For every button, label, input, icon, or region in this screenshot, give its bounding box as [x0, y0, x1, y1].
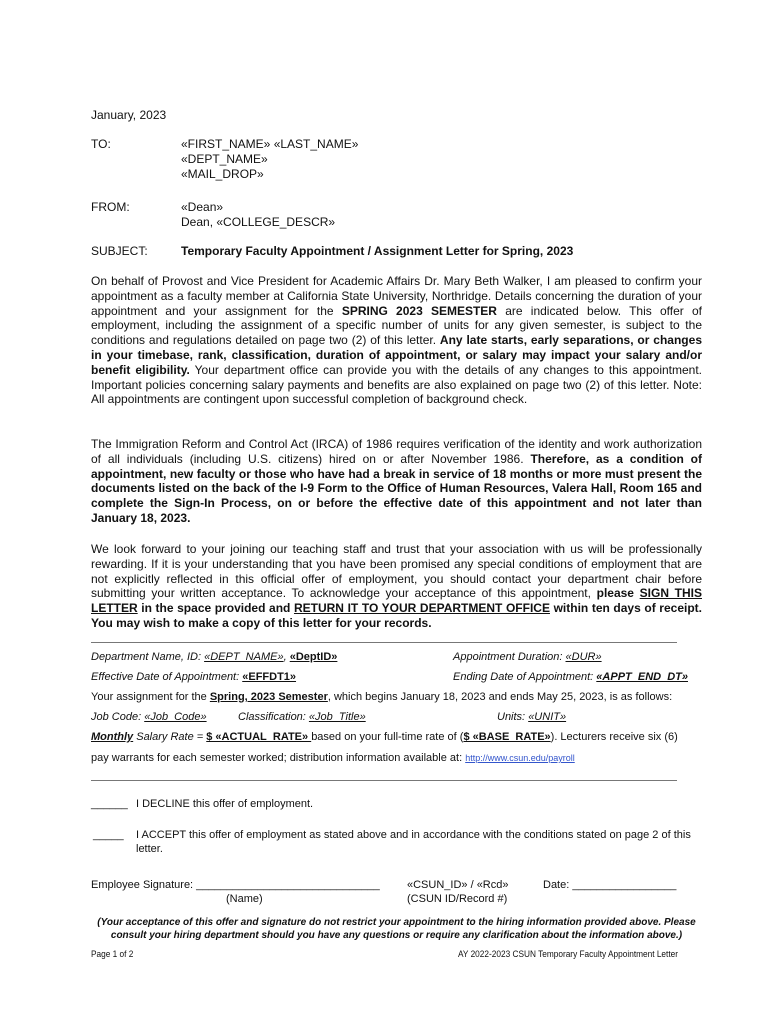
- p3-return-office: RETURN IT TO YOUR DEPARTMENT OFFICE: [293, 601, 550, 616]
- paragraph-appointment: [91, 274, 702, 407]
- assignment-text-c: , which begins January 18, 2023 and ends May 25, 2023, is as follows:: [327, 691, 673, 703]
- from-line-2: Dean, «COLLEGE_DESCR»: [181, 215, 336, 229]
- salary-line: [91, 730, 702, 744]
- units-field: [497, 710, 566, 724]
- p2-condition: Therefore, as a condition of appointment, new faculty or those who have had a break in service of 18 months or more must present the documents listed on the back of the I-9 Form to the Office of Human Resources, Valera Hall, Room 165 and complete the Sign-In Process, on or before the effective date of this appointment and not later than January 18, 2023.: [91, 451, 702, 525]
- p1-text-e: Your department office can provide you with the details of any changes to this appointment. Important policies concerning salary payments and benefits are also explained on page two (2) of this letter. Note: All appointments are contingent upon successful completion of background check.: [91, 362, 702, 407]
- footer-title: AY 2022-2023 CSUN Temporary Faculty Appointment Letter: [458, 949, 679, 959]
- dept-label: Department Name, ID:: [91, 651, 205, 663]
- paragraph-acceptance: [91, 542, 702, 631]
- p2-text-a: The Immigration Reform and Control Act (IRCA) of 1986 requires verification of the identity and work authorization of all individuals (including U.S. citizens) hired on or after November 1986.: [91, 437, 702, 466]
- job-code-value: «Job_Code»: [144, 711, 207, 723]
- dept-value: «DEPT_NAME»: [204, 651, 284, 663]
- dept-separator: ,: [283, 651, 290, 663]
- p3-please: please: [596, 586, 640, 601]
- from-label: FROM:: [91, 200, 130, 214]
- p1-text-c: are indicated below. This offer of employment, including the assignment of a specific number of units for any given semester, is subject to the conditions and regulations detailed on page two (2) of this letter.: [91, 303, 702, 348]
- effective-date-field: [91, 670, 296, 684]
- p1-semester: SPRING 2023 SEMESTER: [341, 303, 497, 318]
- to-label: TO:: [91, 137, 111, 151]
- salary-monthly: Monthly: [91, 731, 134, 743]
- ending-date-label: Ending Date of Appointment:: [453, 671, 597, 683]
- p1-warning: Any late starts, early separations, or changes in your timebase, rank, classification, duration of appointment, or salary may impact your salary and/or benefit eligibility.: [91, 333, 702, 377]
- classification-field: [238, 710, 366, 724]
- pay-warrants-line: [91, 751, 575, 765]
- accept-blank[interactable]: _____: [93, 829, 124, 841]
- signature-line[interactable]: ______________________________: [196, 879, 380, 891]
- decline-blank[interactable]: ______: [91, 798, 128, 810]
- salary-text-f: ). Lecturers receive six (6): [550, 731, 678, 743]
- payroll-link[interactable]: http://www.csun.edu/payroll: [465, 753, 575, 763]
- subject-text: Temporary Faculty Appointment / Assignment Letter for Spring, 2023: [181, 244, 574, 258]
- units-label: Units:: [497, 711, 529, 723]
- signature-name-caption: (Name): [226, 893, 263, 905]
- from-line-1: «Dean»: [181, 200, 224, 214]
- date-field: [543, 878, 676, 892]
- assignment-text-a: Your assignment for the: [91, 691, 210, 703]
- signature-field: [91, 878, 380, 892]
- units-value: «UNIT»: [528, 711, 567, 723]
- letter-date: January, 2023: [91, 108, 167, 122]
- csun-id-value: «CSUN_ID» / «Rcd»: [407, 879, 509, 891]
- signature-label: Employee Signature:: [91, 879, 197, 891]
- classification-label: Classification:: [238, 711, 309, 723]
- salary-label: Salary Rate =: [133, 731, 207, 743]
- p3-text-d: in the space provided and: [137, 601, 294, 616]
- salary-base-rate: $ «BASE_RATE»: [463, 731, 551, 743]
- ending-date-value: «APPT_END_DT»: [596, 671, 688, 683]
- footer-page-number: Page 1 of 2: [91, 949, 134, 959]
- to-line-2: «DEPT_NAME»: [181, 152, 268, 166]
- to-line-1: «FIRST_NAME» «LAST_NAME»: [181, 137, 359, 151]
- duration-label: Appointment Duration:: [453, 651, 566, 663]
- job-code-label: Job Code:: [91, 711, 145, 723]
- classification-value: «Job_Title»: [308, 711, 366, 723]
- ending-date-field: [453, 670, 688, 684]
- date-line[interactable]: _________________: [572, 879, 677, 891]
- to-line-3: «MAIL_DROP»: [181, 167, 264, 181]
- p3-sign-letter: SIGN THIS LETTER: [91, 586, 702, 616]
- acceptance-notice: (Your acceptance of this offer and signature do not restrict your appointment to the hiring information provided above. Please consult your hiring department should you have any questions or require any clarification about the information above.): [97, 917, 696, 941]
- dept-field: [91, 650, 337, 664]
- date-label: Date:: [543, 879, 573, 891]
- decline-text: I DECLINE this offer of employment.: [136, 798, 314, 810]
- dept-id-value: «DeptID»: [289, 651, 338, 663]
- p3-text-a: We look forward to your joining our teaching staff and trust that your association with us will be professionally rewarding. If it is your understanding that you have been promised any special conditions of employment that are not explicitly reflected in this official offer of employment, you should contact your department chair before submitting your written acceptance. To acknowledge your acceptance of this appointment,: [91, 542, 702, 601]
- assignment-semester: Spring, 2023 Semester: [209, 691, 328, 703]
- pay-warrants-text: pay warrants for each semester worked; distribution information available at:: [91, 752, 466, 764]
- assignment-line: [91, 690, 672, 704]
- salary-actual-rate: $ «ACTUAL_RATE»: [206, 731, 312, 743]
- separator-line-2: [91, 780, 677, 781]
- duration-value: «DUR»: [565, 651, 602, 663]
- p3-text-f: within ten days of receipt. You may wish to make a copy of this letter for your records.: [91, 601, 702, 630]
- p1-text-a: On behalf of Provost and Vice President for Academic Affairs Dr. Mary Beth Walker, I am pleased to confirm your appointment as a faculty member at California State University, Northridge. Details concerning the duration of your appointment and your assignment for the: [91, 274, 702, 318]
- separator-line: [91, 642, 677, 643]
- accept-text: I ACCEPT this offer of employment as stated above and in accordance with the conditions stated on page 2 of this letter.: [136, 829, 691, 855]
- csun-id-caption: (CSUN ID/Record #): [407, 893, 508, 905]
- job-code-field: [91, 710, 207, 724]
- duration-field: [453, 650, 602, 664]
- paragraph-irca: [91, 437, 702, 526]
- salary-text-d: based on your full-time rate of (: [311, 731, 464, 743]
- subject-label: SUBJECT:: [91, 244, 148, 258]
- effective-date-value: «EFFDT1»: [242, 671, 297, 683]
- effective-date-label: Effective Date of Appointment:: [91, 671, 243, 683]
